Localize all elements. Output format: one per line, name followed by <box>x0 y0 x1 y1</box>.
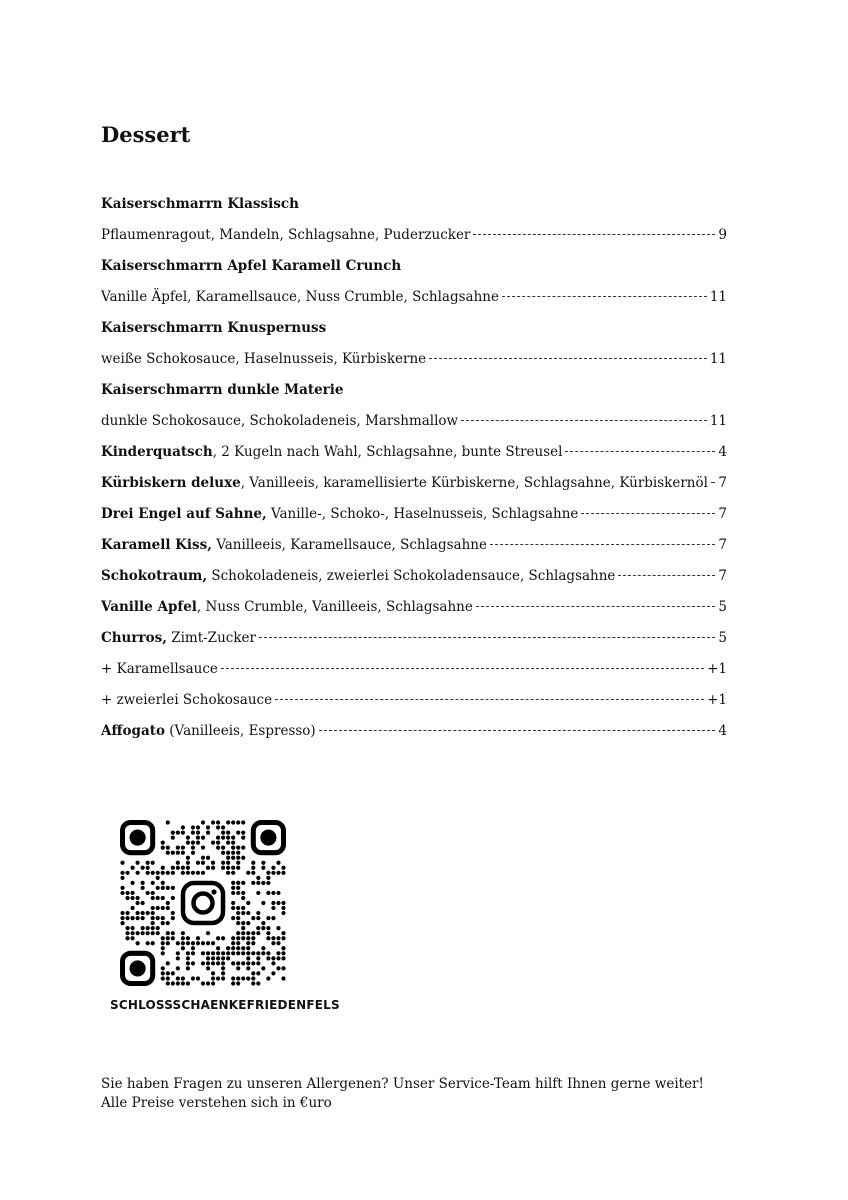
menu-item <box>101 561 727 592</box>
item-price: 7 <box>718 568 727 584</box>
dessert-menu <box>101 189 727 747</box>
item-description: (Vanilleeis, Espresso) <box>165 723 316 739</box>
item-price: 5 <box>718 599 727 615</box>
item-description: Vanille Äpfel, Karamellsauce, Nuss Crumble, Schlagsahne <box>101 289 499 305</box>
item-description: weiße Schokosauce, Haselnusseis, Kürbiskerne <box>101 351 427 367</box>
item-name: Kürbiskern deluxe <box>101 475 241 491</box>
qr-code-image[interactable] <box>120 820 286 986</box>
item-text <box>101 499 578 530</box>
item-description: Pflaumenragout, Mandeln, Schlagsahne, Puderzucker <box>101 227 471 243</box>
item-text <box>101 468 708 499</box>
menu-item <box>101 220 727 251</box>
menu-item <box>101 344 727 375</box>
qr-code[interactable] <box>120 820 286 990</box>
item-description: Zimt-Zucker <box>166 630 256 646</box>
menu-item <box>101 716 727 747</box>
item-text <box>101 561 615 592</box>
item-price: 4 <box>718 444 727 460</box>
item-name: Karamell Kiss, <box>101 537 212 553</box>
menu-item <box>101 437 727 468</box>
item-text <box>101 406 458 437</box>
item-name: Kaiserschmarrn Apfel Karamell Crunch <box>101 258 402 274</box>
menu-item <box>101 623 727 654</box>
item-price: 9 <box>718 227 727 243</box>
item-text <box>101 623 256 654</box>
menu-item <box>101 406 727 437</box>
item-text <box>101 282 499 313</box>
qr-caption: SCHLOSSSCHAENKEFRIEDENFELS <box>110 998 340 1012</box>
item-price: +1 <box>707 661 727 677</box>
item-price: 7 <box>718 506 727 522</box>
item-name: Churros, <box>101 630 167 646</box>
item-text <box>101 716 316 747</box>
item-text <box>101 685 272 716</box>
item-name: Kaiserschmarrn Klassisch <box>101 196 299 212</box>
item-description: , 2 Kugeln nach Wahl, Schlagsahne, bunte Streusel <box>212 444 563 460</box>
item-description: + zweierlei Schokosauce <box>101 692 273 708</box>
leader-dashes <box>275 699 704 700</box>
item-name: Affogato <box>101 723 165 739</box>
item-price: 4 <box>718 723 727 739</box>
item-description: , Vanilleeis, karamellisierte Kürbiskerne, Schlagsahne, Kürbiskernöl <box>240 475 708 491</box>
leader-dashes <box>473 234 715 235</box>
item-description: Schokoladeneis, zweierlei Schokoladensauce, Schlagsahne <box>207 568 616 584</box>
leader-dashes <box>565 451 715 452</box>
menu-item-heading <box>101 375 727 406</box>
item-text <box>101 344 426 375</box>
item-price: 11 <box>709 351 727 367</box>
leader-dashes <box>618 575 715 576</box>
item-text <box>101 437 562 468</box>
menu-item <box>101 685 727 716</box>
item-description: Vanilleeis, Karamellsauce, Schlagsahne <box>211 537 487 553</box>
item-description: dunkle Schokosauce, Schokoladeneis, Marshmallow <box>101 413 459 429</box>
menu-item <box>101 654 727 685</box>
item-text <box>101 530 487 561</box>
leader-dashes <box>581 513 715 514</box>
item-name: Schokotraum, <box>101 568 208 584</box>
leader-dashes <box>490 544 715 545</box>
menu-item <box>101 468 727 499</box>
item-description: , Nuss Crumble, Vanilleeis, Schlagsahne <box>196 599 473 615</box>
menu-item <box>101 530 727 561</box>
item-price: 5 <box>718 630 727 646</box>
footer-note <box>101 1075 704 1113</box>
leader-dashes <box>461 420 707 421</box>
menu-item <box>101 499 727 530</box>
menu-item <box>101 282 727 313</box>
page-title: Dessert <box>101 122 191 147</box>
leader-dashes <box>711 482 715 483</box>
leader-dashes <box>319 730 716 731</box>
item-name: Drei Engel auf Sahne, <box>101 506 267 522</box>
item-price: 7 <box>718 475 727 491</box>
item-price: +1 <box>707 692 727 708</box>
menu-item-heading <box>101 313 727 344</box>
menu-item <box>101 592 727 623</box>
item-price: 7 <box>718 537 727 553</box>
item-name: Vanille Apfel <box>101 599 197 615</box>
allergen-note: Sie haben Fragen zu unseren Allergenen? Unser Service-Team hilft Ihnen gerne weiter! <box>101 1076 704 1092</box>
item-name: Kinderquatsch <box>101 444 213 460</box>
item-text <box>101 220 470 251</box>
item-name: Kaiserschmarrn Knuspernuss <box>101 320 327 336</box>
item-price: 11 <box>709 289 727 305</box>
item-description: Vanille-, Schoko-, Haselnusseis, Schlagsahne <box>266 506 579 522</box>
leader-dashes <box>476 606 716 607</box>
item-description: + Karamellsauce <box>101 661 218 677</box>
leader-dashes <box>429 358 707 359</box>
menu-item-heading <box>101 189 727 220</box>
leader-dashes <box>259 637 715 638</box>
item-text <box>101 592 473 623</box>
item-name: Kaiserschmarrn dunkle Materie <box>101 382 344 398</box>
item-text <box>101 654 218 685</box>
instagram-icon <box>178 878 228 928</box>
leader-dashes <box>502 296 707 297</box>
leader-dashes <box>221 668 704 669</box>
item-price: 11 <box>709 413 727 429</box>
currency-note: Alle Preise verstehen sich in €uro <box>101 1095 332 1111</box>
menu-item-heading <box>101 251 727 282</box>
